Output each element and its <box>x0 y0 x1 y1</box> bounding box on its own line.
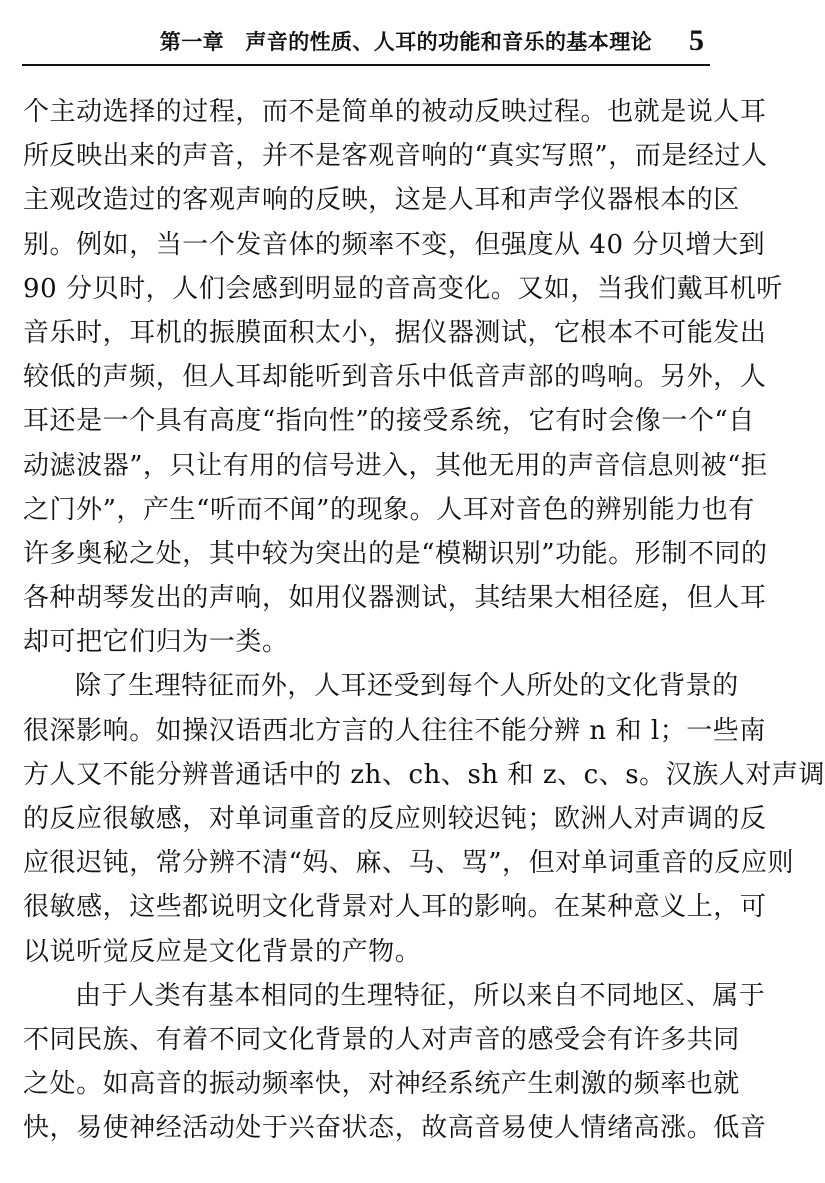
text-line: 很敏感，这些都说明文化背景对人耳的影响。在某种意义上，可 <box>23 892 767 923</box>
text-line: 方人又不能分辨普通话中的 zh、ch、sh 和 z、c、s。汉族人对声调 <box>23 759 825 790</box>
text-line: 应很迟钝，常分辨不清“妈、麻、马、骂”，但对单词重音的反应则 <box>23 848 795 879</box>
text-line: 个主动选择的过程，而不是简单的被动反映过程。也就是说人耳 <box>23 97 767 127</box>
text-line: 主观改造过的客观声响的反映，这是人耳和声学仪器根本的区 <box>23 185 740 216</box>
text-line: 各种胡琴发出的声响，如用仪器测试，其结果大相径庭，但人耳 <box>23 583 767 614</box>
text-line: 许多奥秘之处，其中较为突出的是“模糊识别”功能。形制不同的 <box>23 538 768 569</box>
text-line: 以说听觉反应是文化背景的产物。 <box>23 936 422 967</box>
text-line: 动滤波器”，只让有用的信号进入，其他无用的声音信息则被“拒 <box>23 450 768 481</box>
text-line: 却可把它们归为一类。 <box>23 627 289 658</box>
text-line: 较低的声频，但人耳却能听到音乐中低音声部的鸣响。另外，人 <box>23 362 767 393</box>
paragraph-start-line: 除了生理特征而外，人耳还受到每个人所处的文化背景的 <box>75 671 739 702</box>
text-line: 耳还是一个具有高度“指向性”的接受系统，它有时会像一个“自 <box>23 406 755 437</box>
text-line: 很深影响。如操汉语西北方言的人往往不能分辨 n 和 l；一些南 <box>23 715 766 746</box>
text-line: 之门外”，产生“听而不闻”的现象。人耳对音色的辨别能力也有 <box>23 494 755 525</box>
chapter-title: 第一章 声音的性质、人耳的功能和音乐的基本理论 <box>159 29 652 54</box>
text-line: 所反映出来的声音，并不是客观音响的“真实写照”，而是经过人 <box>23 141 768 172</box>
paragraph-start-line: 由于人类有基本相同的生理特征，所以来自不同地区、属于 <box>75 980 766 1011</box>
text-line: 别。例如，当一个发音体的频率不变，但强度从 40 分贝增大到 <box>23 229 766 260</box>
text-line: 的反应很敏感，对单词重音的反应则较迟钝；欧洲人对声调的反 <box>23 804 767 834</box>
text-line: 快，易使神经活动处于兴奋状态，故高音易使人情绪高涨。低音 <box>23 1113 767 1144</box>
text-line: 音乐时，耳机的振膜面积太小，据仪器测试，它根本不可能发出 <box>23 317 767 348</box>
page-number: 5 <box>689 24 704 57</box>
text-line: 不同民族、有着不同文化背景的人对声音的感受会有许多共同 <box>23 1024 740 1055</box>
text-line: 之处。如高音的振动频率快，对神经系统产生刺激的频率也就 <box>23 1069 740 1100</box>
running-header <box>22 20 710 66</box>
body-text <box>23 90 825 1151</box>
text-line: 90 分贝时，人们会感到明显的音高变化。又如，当我们戴耳机听 <box>23 273 783 304</box>
